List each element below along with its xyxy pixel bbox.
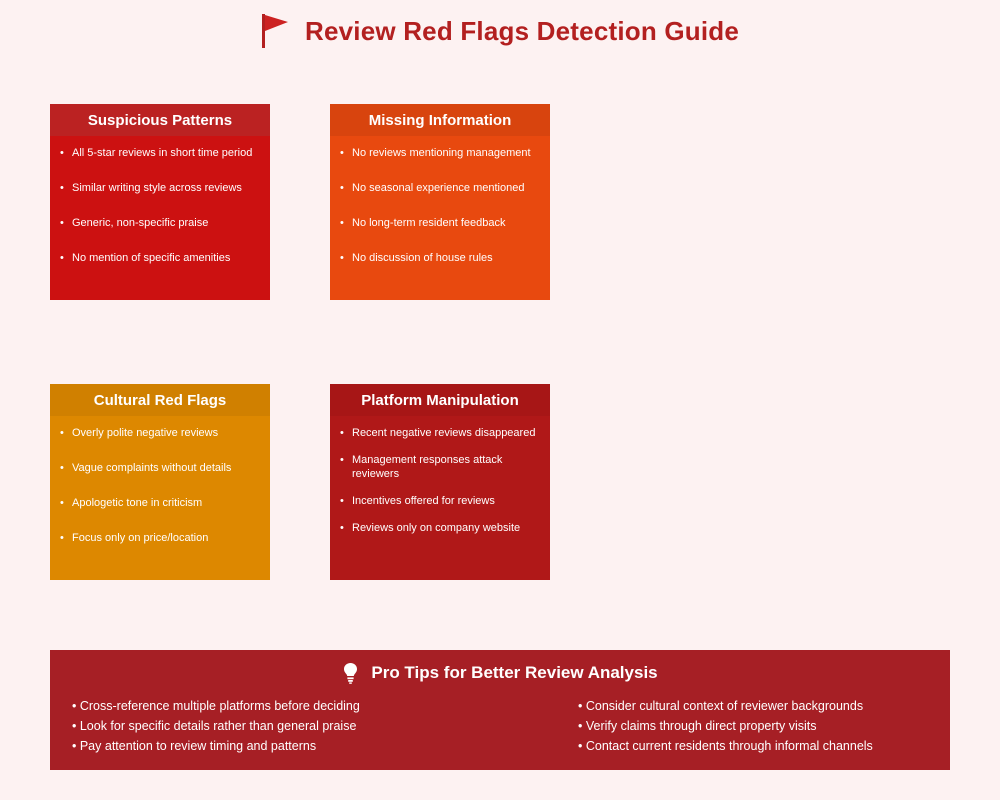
card-title-missing-information: Missing Information [330, 104, 550, 136]
list-item [60, 531, 260, 545]
bullet-icon: • [340, 252, 344, 264]
list-item [60, 216, 260, 230]
list-item [60, 251, 260, 265]
list-item [340, 521, 540, 535]
list-item-label: No discussion of house rules [352, 252, 493, 264]
card-title-cultural-red-flags: Cultural Red Flags [50, 384, 270, 416]
list-item-label: No long-term resident feedback [352, 217, 506, 229]
red-flag-icon [261, 12, 291, 50]
bullet-icon: • [60, 462, 64, 474]
pro-tips-header [50, 650, 950, 696]
bullet-icon: • [60, 217, 64, 229]
card-body-suspicious-patterns [50, 136, 270, 277]
list-item-label: Incentives offered for reviews [352, 495, 495, 507]
pro-tips-columns [50, 696, 950, 756]
bullet-icon: • [340, 522, 344, 534]
list-item [340, 426, 540, 440]
card-platform-manipulation [330, 384, 550, 580]
bullet-icon: • [60, 427, 64, 439]
list-item [60, 181, 260, 195]
list-item [60, 496, 260, 510]
card-body-missing-information [330, 136, 550, 277]
card-cultural-red-flags [50, 384, 270, 580]
list-item [60, 146, 260, 160]
pro-tips-left-column [72, 696, 500, 756]
list-item [340, 146, 540, 160]
list-item [60, 426, 260, 440]
card-title-suspicious-patterns: Suspicious Patterns [50, 104, 270, 136]
bullet-icon: • [340, 427, 344, 439]
list-item-label: No reviews mentioning management [352, 147, 531, 159]
card-title-platform-manipulation: Platform Manipulation [330, 384, 550, 416]
list-item [340, 181, 540, 195]
tip-line: • Cross-reference multiple platforms before deciding [72, 699, 360, 713]
list-item-label: All 5-star reviews in short time period [72, 147, 253, 159]
list-item-label: Focus only on price/location [72, 532, 209, 544]
tip-line: • Verify claims through direct property visits [578, 719, 817, 733]
list-item-label: No seasonal experience mentioned [352, 182, 525, 194]
tip-line: • Contact current residents through informal channels [578, 739, 873, 753]
lightbulb-icon [342, 662, 359, 684]
pro-tips-panel [50, 650, 950, 770]
bullet-icon: • [340, 182, 344, 194]
bullet-icon: • [340, 147, 344, 159]
card-body-cultural-red-flags [50, 416, 270, 557]
list-item-label: Overly polite negative reviews [72, 427, 219, 439]
pro-tips-title: Pro Tips for Better Review Analysis [371, 663, 658, 682]
list-item [340, 453, 540, 481]
bullet-icon: • [60, 147, 64, 159]
card-missing-information [330, 104, 550, 300]
list-item-label: Generic, non-specific praise [72, 217, 209, 229]
list-item-label: Similar writing style across reviews [72, 182, 242, 194]
list-item-label: Apologetic tone in criticism [72, 497, 203, 509]
bullet-icon: • [60, 497, 64, 509]
list-item-label: Vague complaints without details [72, 462, 232, 474]
bullet-icon: • [340, 495, 344, 507]
card-suspicious-patterns [50, 104, 270, 300]
list-item [340, 494, 540, 508]
card-body-platform-manipulation [330, 416, 550, 560]
bullet-icon: • [340, 217, 344, 229]
list-item-label: Management responses attack reviewers [352, 454, 503, 480]
page-header [0, 0, 1000, 62]
tip-line: • Look for specific details rather than general praise [72, 719, 357, 733]
bullet-icon: • [60, 182, 64, 194]
list-item-label: Recent negative reviews disappeared [352, 427, 536, 439]
bullet-icon: • [60, 252, 64, 264]
tip-line: • Consider cultural context of reviewer backgrounds [578, 699, 864, 713]
page-title: Review Red Flags Detection Guide [304, 15, 740, 46]
list-item [340, 251, 540, 265]
bullet-icon: • [340, 454, 344, 466]
tip-line: • Pay attention to review timing and patterns [72, 739, 317, 753]
bullet-icon: • [60, 532, 64, 544]
list-item [60, 461, 260, 475]
pro-tips-right-column [500, 696, 928, 756]
list-item [340, 216, 540, 230]
list-item-label: Reviews only on company website [352, 522, 521, 534]
list-item-label: No mention of specific amenities [72, 252, 231, 264]
